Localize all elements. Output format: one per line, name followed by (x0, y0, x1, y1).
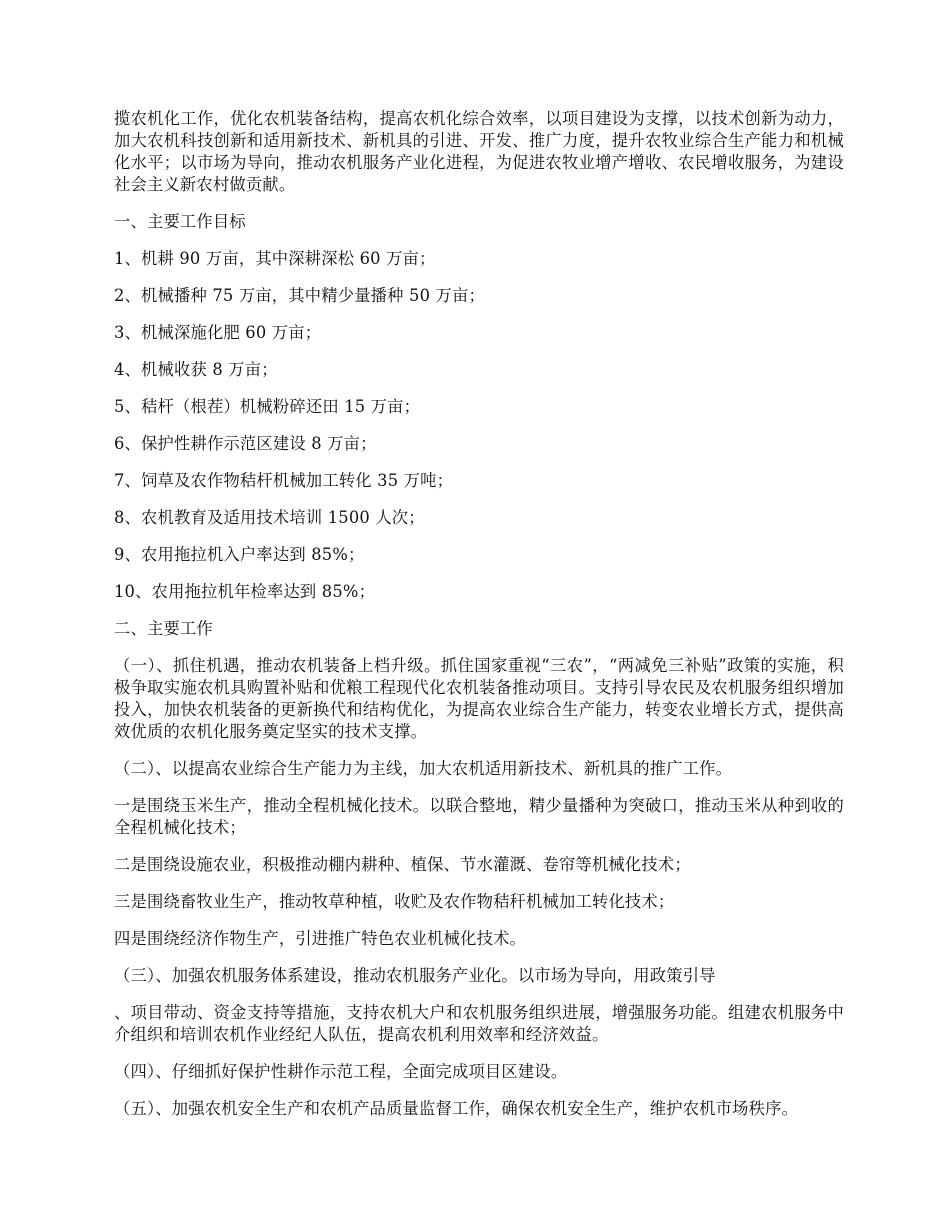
goal-item: 1、机耕 90 万亩，其中深耕深松 60 万亩； (114, 249, 436, 268)
goal-item: 3、机械深施化肥 60 万亩； (114, 323, 322, 342)
work-paragraph: （一）、抓住机遇，推动农机装备上档升级。抓住国家重视“三农”，“两减免三补贴”政策的实施，积极争取实施农机具购置补贴和优粮工程现代化农机装备推动项目。支持引导农民及农机服务组织增加投入，加快农机装备的更新换代和结构优化，为提高农业综合生产能力，转变农业增长方式，提供高效优质的农机化服务奠定坚实的技术支撑。 (114, 656, 844, 741)
goal-item: 4、机械收获 8 万亩； (114, 360, 278, 379)
document-body (114, 108, 844, 1120)
section-heading-goals: 一、主要工作目标 (114, 212, 246, 231)
goal-item: 9、农用拖拉机入户率达到 85%； (114, 545, 365, 564)
work-paragraph: （五）、加强农机安全生产和农机产品质量监督工作，确保农机安全生产，维护农机市场秩序。 (114, 1099, 799, 1118)
section-heading-work: 二、主要工作 (114, 619, 213, 638)
work-paragraph: 、项目带动、资金支持等措施，支持农机大户和农机服务组织进展，增强服务功能。组建农机服务中介组织和培训农机作业经纪人队伍，提高农机利用效率和经济效益。 (114, 1003, 844, 1044)
intro-paragraph: 揽农机化工作，优化农机装备结构，提高农机化综合效率，以项目建设为支撑，以技术创新为动力，加大农机科技创新和适用新技术、新机具的引进、开发、推广力度，提升农牧业综合生产能力和机械化水平；以市场为导向，推动农机服务产业化进程，为促进农牧业增产增收、农民增收服务，为建设社会主义新农村做贡献。 (114, 109, 844, 194)
work-paragraph: （三）、加强农机服务体系建设，推动农机服务产业化。以市场为导向，用政策引导 (114, 966, 716, 985)
goal-item: 8、农机教育及适用技术培训 1500 人次； (114, 508, 425, 527)
work-paragraph: 一是围绕玉米生产，推动全程机械化技术。以联合整地，精少量播种为突破口，推动玉米从种到收的全程机械化技术； (114, 796, 844, 837)
work-paragraph: （四）、仔细抓好保护性耕作示范工程，全面完成项目区建设。 (114, 1062, 568, 1081)
work-paragraph: （二）、以提高农业综合生产能力为主线，加大农机适用新技术、新机具的推广工作。 (114, 759, 733, 778)
goal-item: 7、饲草及农作物秸杆机械加工转化 35 万吨； (114, 471, 454, 490)
goal-item: 2、机械播种 75 万亩，其中精少量播种 50 万亩； (114, 286, 485, 305)
work-paragraph: 二是围绕设施农业，积极推动棚内耕种、植保、节水灌溉、卷帘等机械化技术； (114, 855, 691, 874)
work-paragraph: 四是围绕经济作物生产，引进推广特色农业机械化技术。 (114, 929, 527, 948)
work-paragraph: 三是围绕畜牧业生产，推动牧草种植，收贮及农作物秸秆机械加工转化技术； (114, 892, 675, 911)
goal-item: 6、保护性耕作示范区建设 8 万亩； (114, 434, 377, 453)
goal-item: 5、秸杆（根茬）机械粉碎还田 15 万亩； (114, 397, 421, 416)
goal-item: 10、农用拖拉机年检率达到 85%； (114, 582, 376, 601)
